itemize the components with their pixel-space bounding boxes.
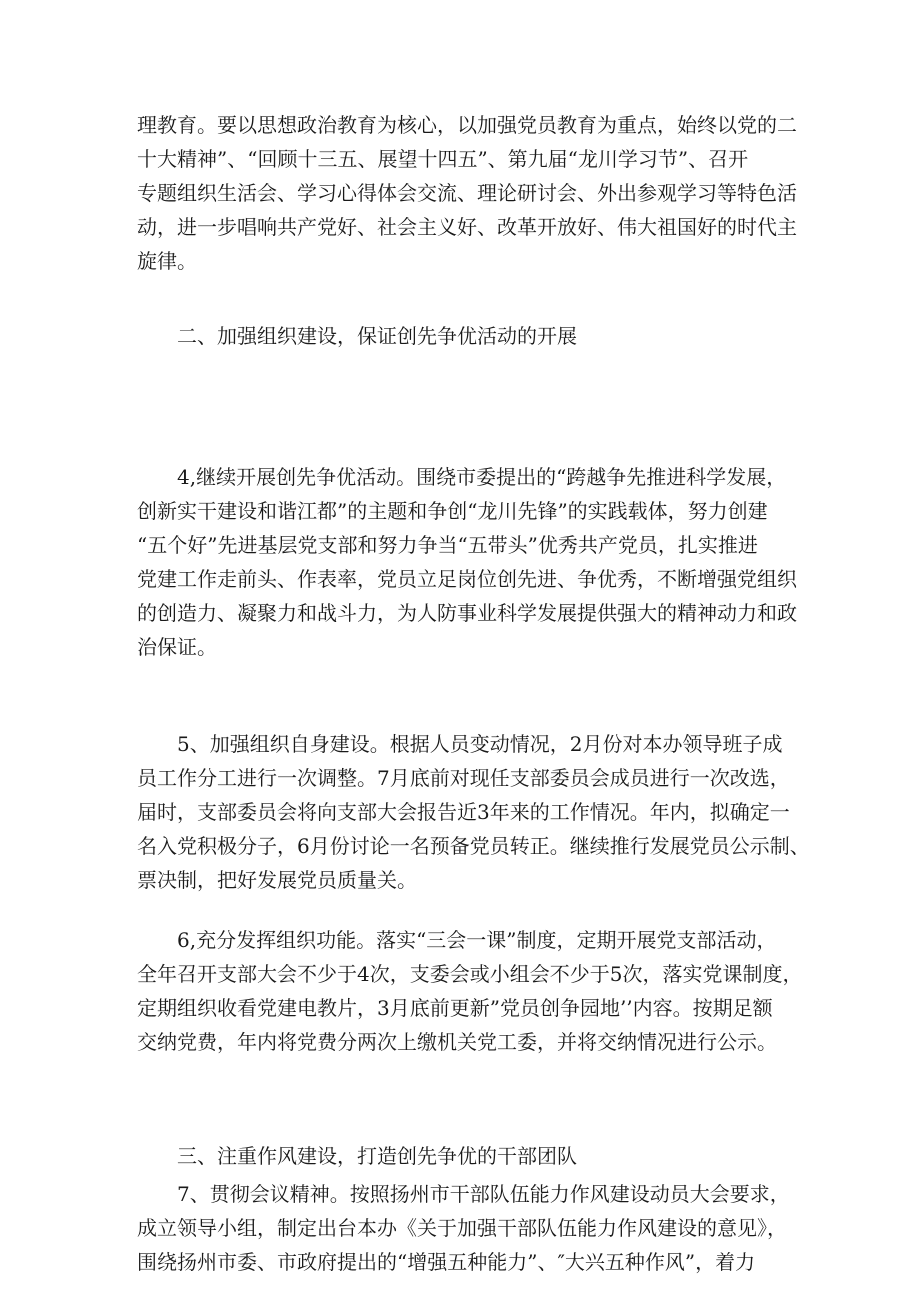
text-line: 理教育。要以思想政治教育为核心，以加强党员教育为重点，始终以党的二 — [137, 113, 797, 137]
text-line: “五个好”先进基层党支部和努力争当“五带头”优秀共产党员，扎实推进 — [137, 533, 758, 557]
section-heading-2 — [137, 319, 577, 353]
text-line: 十大精神”、“回顾十三五、展望十四五”、第九届“龙川学习节”、召开 — [137, 147, 749, 171]
text-line: 全年召开支部大会不少于4次，支委会或小组会不少于5次，落实党课制度， — [137, 962, 803, 986]
text-line: 旋律。 — [137, 249, 197, 273]
text-line: 动，进一步唱响共产党好、社会主义好、改革开放好、伟大祖国好的时代主 — [137, 215, 797, 239]
text-line: 成立领导小组，制定出台本办《关于加强干部队伍能力作风建设的意见》， — [137, 1216, 787, 1240]
text-line: 交纳党费，年内将党费分两次上缴机关党工委，并将交纳情况进行公示。 — [137, 1030, 777, 1054]
text-line: 党建工作走前头、作表率，党员立足岗位创先进、争优秀，不断增强党组织 — [137, 567, 797, 591]
paragraph-7 — [137, 1177, 790, 1279]
text-line: 6,充分发挥组织功能。落实“三会一课”制度，定期开展党支部活动， — [177, 928, 777, 952]
paragraph-continued — [137, 108, 797, 278]
text-line: 名入党积极分子，6月份讨论一名预备党员转正。继续推行发展党员公示制、 — [137, 834, 810, 858]
paragraph-5 — [137, 727, 810, 897]
text-line: 治保证。 — [137, 635, 217, 659]
text-line: 票决制，把好发展党员质量关。 — [137, 868, 417, 892]
heading-text: 二、加强组织建设，保证创先争优活动的开展 — [177, 324, 577, 348]
text-line: 7、贯彻会议精神。按照扬州市干部队伍能力作风建设动员大会要求， — [177, 1182, 790, 1206]
text-line: 创新实干建设和谐江都”的主题和争创“龙川先锋”的实践载体，努力创建 — [137, 499, 768, 523]
text-line: 定期组织收看党建电教片，3月底前更新”党员创争园地’’内容。按期足额 — [137, 996, 773, 1020]
paragraph-6 — [137, 923, 802, 1059]
text-line: 4,继续开展创先争优活动。围绕市委提出的“跨越争先推进科学发展， — [177, 465, 787, 489]
text-line: 5、加强组织自身建设。根据人员变动情况，2月份对本办领导班子成 — [177, 732, 783, 756]
text-line: 员工作分工进行一次调整。7月底前对现任支部委员会成员进行一次改选， — [137, 766, 790, 790]
text-line: 届时，支部委员会将向支部大会报告近3年来的工作情况。年内，拟确定一 — [137, 800, 790, 824]
paragraph-4 — [137, 460, 797, 664]
section-heading-3 — [137, 1139, 577, 1173]
text-line: 的创造力、凝聚力和战斗力，为人防事业科学发展提供强大的精神动力和政 — [137, 601, 797, 625]
text-line: 专题组织生活会、学习心得体会交流、理论研讨会、外出参观学习等特色活 — [137, 181, 797, 205]
heading-text: 三、注重作风建设，打造创先争优的干部团队 — [177, 1144, 577, 1168]
text-line: 围绕扬州市委、市政府提出的“增强五种能力”、″大兴五种作风”，着力 — [137, 1250, 756, 1274]
